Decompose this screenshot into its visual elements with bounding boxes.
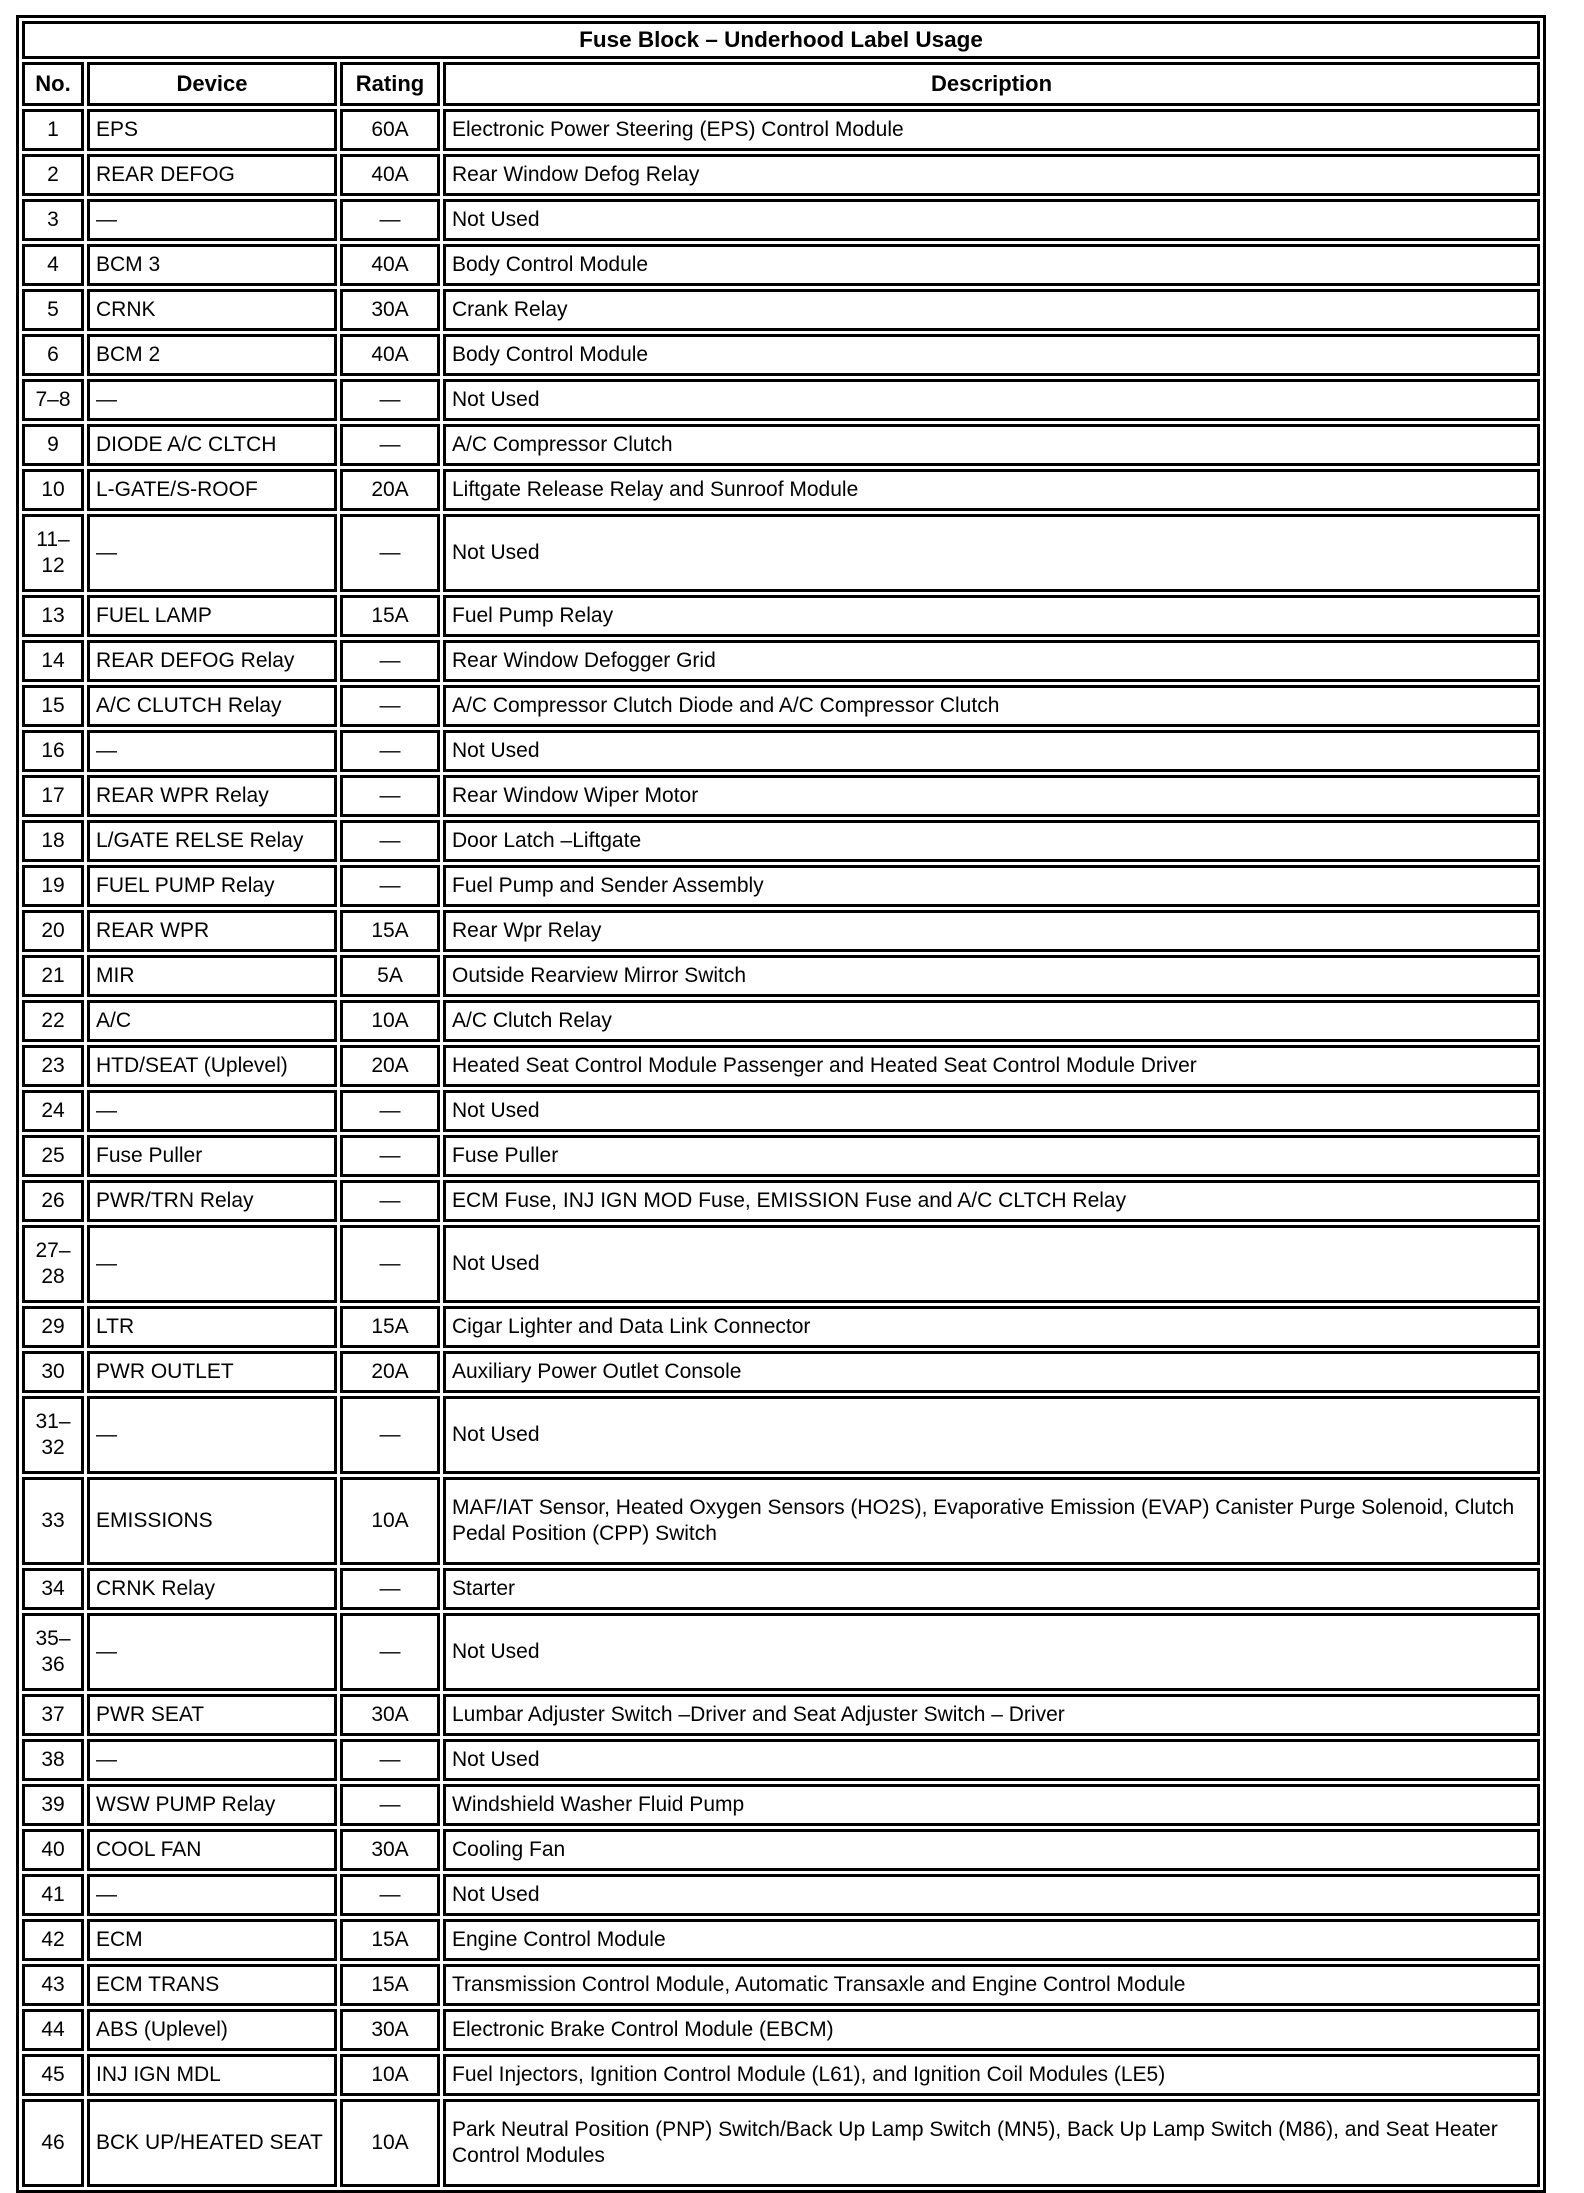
device-description: Auxiliary Power Outlet Console <box>443 1351 1540 1393</box>
table-row <box>22 1090 1540 1132</box>
table-title-row <box>22 21 1540 59</box>
device-description: Liftgate Release Relay and Sunroof Module <box>443 469 1540 511</box>
row-number: 26 <box>22 1180 84 1222</box>
table-row <box>22 1964 1540 2006</box>
device-name: BCM 3 <box>87 244 337 286</box>
table-row <box>22 1919 1540 1961</box>
column-header-no: No. <box>22 62 84 106</box>
row-number: 39 <box>22 1784 84 1826</box>
device-name: Fuse Puller <box>87 1135 337 1177</box>
row-number: 11– 12 <box>22 514 84 592</box>
device-name: — <box>87 514 337 592</box>
fuse-rating: — <box>340 1739 440 1781</box>
device-name: PWR SEAT <box>87 1694 337 1736</box>
fuse-rating: 30A <box>340 2009 440 2051</box>
device-description: Cooling Fan <box>443 1829 1540 1871</box>
table-row <box>22 1739 1540 1781</box>
fuse-rating: 40A <box>340 334 440 376</box>
device-name: WSW PUMP Relay <box>87 1784 337 1826</box>
fuse-rating: 40A <box>340 154 440 196</box>
row-number: 31– 32 <box>22 1396 84 1474</box>
device-description: Door Latch –​Liftgate <box>443 820 1540 862</box>
fuse-rating: 60A <box>340 109 440 151</box>
row-number: 20 <box>22 910 84 952</box>
table-row <box>22 289 1540 331</box>
device-name: INJ IGN MDL <box>87 2054 337 2096</box>
row-number: 7–8 <box>22 379 84 421</box>
row-number: 13 <box>22 595 84 637</box>
row-number: 45 <box>22 2054 84 2096</box>
row-number: 17 <box>22 775 84 817</box>
device-description: Not Used <box>443 1739 1540 1781</box>
fuse-rating: — <box>340 685 440 727</box>
table-row <box>22 334 1540 376</box>
fuse-rating: 15A <box>340 1964 440 2006</box>
device-description: Not Used <box>443 199 1540 241</box>
table-row <box>22 1225 1540 1303</box>
row-number: 25 <box>22 1135 84 1177</box>
table-row <box>22 1694 1540 1736</box>
device-name: ECM <box>87 1919 337 1961</box>
row-number: 24 <box>22 1090 84 1132</box>
fuse-rating: 15A <box>340 1919 440 1961</box>
row-number: 30 <box>22 1351 84 1393</box>
fuse-rating: — <box>340 1180 440 1222</box>
row-number: 33 <box>22 1477 84 1565</box>
device-description: Fuel Injectors, Ignition Control Module (L61), and Ignition Coil Modules (LE5) <box>443 2054 1540 2096</box>
table-row <box>22 1829 1540 1871</box>
table-row <box>22 640 1540 682</box>
device-name: A/C <box>87 1000 337 1042</box>
row-number: 16 <box>22 730 84 772</box>
row-number: 27– 28 <box>22 1225 84 1303</box>
table-row <box>22 424 1540 466</box>
table-row <box>22 1613 1540 1691</box>
row-number: 40 <box>22 1829 84 1871</box>
table-row <box>22 820 1540 862</box>
device-name: L-GATE/S-ROOF <box>87 469 337 511</box>
fuse-rating: — <box>340 865 440 907</box>
device-description: Starter <box>443 1568 1540 1610</box>
row-number: 4 <box>22 244 84 286</box>
device-description: Not Used <box>443 1225 1540 1303</box>
table-row <box>22 1568 1540 1610</box>
table-row <box>22 1477 1540 1565</box>
row-number: 34 <box>22 1568 84 1610</box>
device-description: Transmission Control Module, Automatic Transaxle and Engine Control Module <box>443 1964 1540 2006</box>
fuse-rating: — <box>340 424 440 466</box>
device-name: BCM 2 <box>87 334 337 376</box>
fuse-rating: — <box>340 1874 440 1916</box>
fuse-rating: — <box>340 514 440 592</box>
device-name: MIR <box>87 955 337 997</box>
fuse-rating: 30A <box>340 1694 440 1736</box>
fuse-rating: — <box>340 199 440 241</box>
device-name: — <box>87 1874 337 1916</box>
row-number: 41 <box>22 1874 84 1916</box>
row-number: 3 <box>22 199 84 241</box>
device-description: Not Used <box>443 1874 1540 1916</box>
device-name: CRNK Relay <box>87 1568 337 1610</box>
device-description: MAF/IAT Sensor, Heated Oxygen Sensors (HO2S), Evaporative Emission (EVAP) Canister Purge Solenoid, Clutch Pedal Position (CPP) Switch <box>443 1477 1540 1565</box>
table-row <box>22 2054 1540 2096</box>
device-description: Park Neutral Position (PNP) Switch/Back Up Lamp Switch (MN5), Back Up Lamp Switch (M86), and Seat Heater Control Modules <box>443 2099 1540 2187</box>
fuse-rating: — <box>340 1568 440 1610</box>
device-description: A/C Clutch Relay <box>443 1000 1540 1042</box>
device-description: Fuel Pump Relay <box>443 595 1540 637</box>
row-number: 14 <box>22 640 84 682</box>
device-name: HTD/SEAT (Uplevel) <box>87 1045 337 1087</box>
device-name: — <box>87 379 337 421</box>
device-description: Not Used <box>443 514 1540 592</box>
row-number: 29 <box>22 1306 84 1348</box>
fuse-rating: — <box>340 1225 440 1303</box>
fuse-rating: 30A <box>340 1829 440 1871</box>
device-name: — <box>87 1225 337 1303</box>
fuse-rating: 30A <box>340 289 440 331</box>
fuse-rating: — <box>340 640 440 682</box>
row-number: 37 <box>22 1694 84 1736</box>
device-name: — <box>87 1739 337 1781</box>
fuse-rating: 15A <box>340 595 440 637</box>
fuse-rating: 20A <box>340 1351 440 1393</box>
device-name: — <box>87 730 337 772</box>
device-description: ECM Fuse, INJ IGN MOD Fuse, EMISSION Fuse and A/C CLTCH Relay <box>443 1180 1540 1222</box>
device-name: — <box>87 1396 337 1474</box>
table-title: Fuse Block – Underhood Label Usage <box>22 21 1540 59</box>
table-header-row <box>22 62 1540 106</box>
fuse-rating: — <box>340 1396 440 1474</box>
table-row <box>22 109 1540 151</box>
table-row <box>22 1396 1540 1474</box>
device-description: Fuse Puller <box>443 1135 1540 1177</box>
device-name: ECM TRANS <box>87 1964 337 2006</box>
device-name: ABS (Uplevel) <box>87 2009 337 2051</box>
fuse-rating: 15A <box>340 1306 440 1348</box>
fuse-block-table <box>16 15 1546 2193</box>
device-description: Rear Window Defog Relay <box>443 154 1540 196</box>
device-description: Heated Seat Control Module Passenger and Heated Seat Control Module Driver <box>443 1045 1540 1087</box>
device-description: Rear Window Defogger Grid <box>443 640 1540 682</box>
row-number: 21 <box>22 955 84 997</box>
device-name: A/C CLUTCH Relay <box>87 685 337 727</box>
device-description: Lumbar Adjuster Switch –​Driver and Seat Adjuster Switch – Driver <box>443 1694 1540 1736</box>
table-row <box>22 514 1540 592</box>
table-row <box>22 955 1540 997</box>
device-name: EMISSIONS <box>87 1477 337 1565</box>
fuse-rating: — <box>340 1784 440 1826</box>
device-name: DIODE A/C CLTCH <box>87 424 337 466</box>
device-description: Not Used <box>443 730 1540 772</box>
device-description: Fuel Pump and Sender Assembly <box>443 865 1540 907</box>
fuse-rating: — <box>340 820 440 862</box>
device-description: Windshield Washer Fluid Pump <box>443 1784 1540 1826</box>
row-number: 15 <box>22 685 84 727</box>
table-row <box>22 1306 1540 1348</box>
device-name: EPS <box>87 109 337 151</box>
device-name: COOL FAN <box>87 1829 337 1871</box>
device-description: Electronic Brake Control Module (EBCM) <box>443 2009 1540 2051</box>
table-row <box>22 1000 1540 1042</box>
device-name: FUEL LAMP <box>87 595 337 637</box>
column-header-device: Device <box>87 62 337 106</box>
row-number: 46 <box>22 2099 84 2187</box>
device-description: Engine Control Module <box>443 1919 1540 1961</box>
table-row <box>22 1045 1540 1087</box>
device-name: L/GATE RELSE Relay <box>87 820 337 862</box>
device-description: Not Used <box>443 379 1540 421</box>
device-description: Crank Relay <box>443 289 1540 331</box>
fuse-rating: — <box>340 1135 440 1177</box>
fuse-rating: 20A <box>340 1045 440 1087</box>
row-number: 38 <box>22 1739 84 1781</box>
fuse-rating: — <box>340 730 440 772</box>
row-number: 43 <box>22 1964 84 2006</box>
fuse-rating: — <box>340 1090 440 1132</box>
table-row <box>22 730 1540 772</box>
device-description: Body Control Module <box>443 334 1540 376</box>
row-number: 35– 36 <box>22 1613 84 1691</box>
row-number: 23 <box>22 1045 84 1087</box>
row-number: 1 <box>22 109 84 151</box>
table-row <box>22 2099 1540 2187</box>
table-row <box>22 865 1540 907</box>
device-name: BCK UP/HEATED SEAT <box>87 2099 337 2187</box>
device-name: PWR OUTLET <box>87 1351 337 1393</box>
device-name: — <box>87 1090 337 1132</box>
table-row <box>22 1351 1540 1393</box>
device-description: Cigar Lighter and Data Link Connector <box>443 1306 1540 1348</box>
device-name: REAR WPR <box>87 910 337 952</box>
fuse-table-body <box>22 109 1540 2187</box>
device-description: Electronic Power Steering (EPS) Control Module <box>443 109 1540 151</box>
table-row <box>22 685 1540 727</box>
device-description: Rear Wpr Relay <box>443 910 1540 952</box>
table-row <box>22 1784 1540 1826</box>
fuse-rating: 10A <box>340 2054 440 2096</box>
device-name: — <box>87 1613 337 1691</box>
table-row <box>22 379 1540 421</box>
row-number: 5 <box>22 289 84 331</box>
row-number: 44 <box>22 2009 84 2051</box>
fuse-rating: 40A <box>340 244 440 286</box>
column-header-rating: Rating <box>340 62 440 106</box>
table-row <box>22 469 1540 511</box>
table-row <box>22 2009 1540 2051</box>
fuse-rating: — <box>340 379 440 421</box>
row-number: 42 <box>22 1919 84 1961</box>
device-description: Outside Rearview Mirror Switch <box>443 955 1540 997</box>
row-number: 6 <box>22 334 84 376</box>
device-name: FUEL PUMP Relay <box>87 865 337 907</box>
row-number: 18 <box>22 820 84 862</box>
table-row <box>22 1180 1540 1222</box>
row-number: 9 <box>22 424 84 466</box>
fuse-rating: 10A <box>340 1000 440 1042</box>
row-number: 19 <box>22 865 84 907</box>
table-row <box>22 775 1540 817</box>
fuse-rating: 10A <box>340 2099 440 2187</box>
table-row <box>22 595 1540 637</box>
device-description: Not Used <box>443 1090 1540 1132</box>
row-number: 22 <box>22 1000 84 1042</box>
table-row <box>22 1135 1540 1177</box>
fuse-rating: 10A <box>340 1477 440 1565</box>
table-row <box>22 244 1540 286</box>
table-row <box>22 154 1540 196</box>
device-description: Not Used <box>443 1396 1540 1474</box>
table-row <box>22 199 1540 241</box>
fuse-rating: — <box>340 1613 440 1691</box>
row-number: 10 <box>22 469 84 511</box>
device-description: A/C Compressor Clutch <box>443 424 1540 466</box>
device-name: PWR/TRN Relay <box>87 1180 337 1222</box>
device-name: REAR WPR Relay <box>87 775 337 817</box>
device-description: Body Control Module <box>443 244 1540 286</box>
device-description: Rear Window Wiper Motor <box>443 775 1540 817</box>
device-description: Not Used <box>443 1613 1540 1691</box>
device-name: LTR <box>87 1306 337 1348</box>
fuse-rating: 20A <box>340 469 440 511</box>
row-number: 2 <box>22 154 84 196</box>
device-name: CRNK <box>87 289 337 331</box>
device-name: REAR DEFOG Relay <box>87 640 337 682</box>
fuse-rating: 15A <box>340 910 440 952</box>
column-header-description: Description <box>443 62 1540 106</box>
device-name: REAR DEFOG <box>87 154 337 196</box>
device-description: A/C Compressor Clutch Diode and A/C Compressor Clutch <box>443 685 1540 727</box>
table-row <box>22 910 1540 952</box>
device-name: — <box>87 199 337 241</box>
table-row <box>22 1874 1540 1916</box>
fuse-rating: 5A <box>340 955 440 997</box>
fuse-rating: — <box>340 775 440 817</box>
